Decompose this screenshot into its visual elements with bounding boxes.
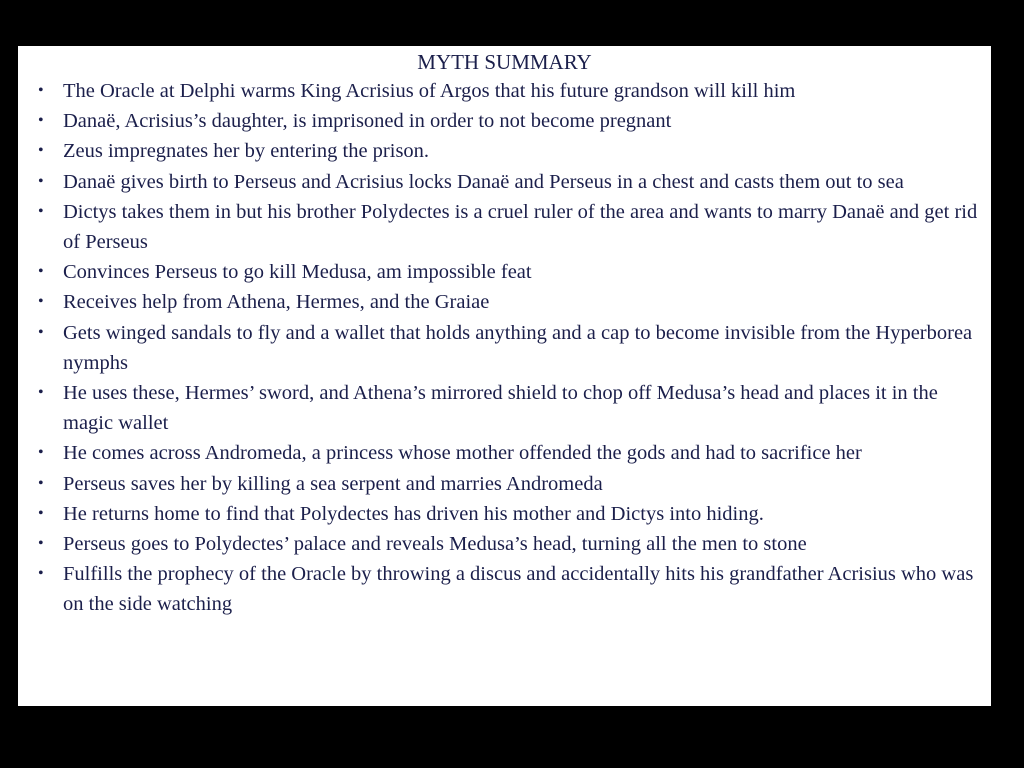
- bullet-text: Fulfills the prophecy of the Oracle by throwing a discus and accidentally hits his grandfather Acrisius who was on the side watching: [63, 563, 974, 616]
- bullet-icon: •: [38, 565, 44, 583]
- bullet-text: Perseus saves her by killing a sea serpent and marries Andromeda: [63, 472, 603, 495]
- bullet-item: [18, 197, 991, 257]
- bullet-item: [18, 76, 991, 106]
- bullet-text: Danaë gives birth to Perseus and Acrisius locks Danaë and Perseus in a chest and casts them out to sea: [63, 170, 904, 193]
- bullet-item: [18, 559, 991, 619]
- bullet-icon: •: [38, 384, 44, 402]
- slide: [18, 46, 991, 706]
- bullet-text: Perseus goes to Polydectes’ palace and reveals Medusa’s head, turning all the men to stone: [63, 533, 807, 556]
- bullet-icon: •: [38, 323, 44, 341]
- bullet-text: Convinces Perseus to go kill Medusa, am impossible feat: [63, 261, 532, 284]
- bullet-icon: •: [38, 504, 44, 522]
- bullet-item: [18, 529, 991, 559]
- bullet-icon: •: [38, 293, 44, 311]
- bullet-text: The Oracle at Delphi warms King Acrisius of Argos that his future grandson will kill him: [63, 80, 796, 102]
- bullet-text: He uses these, Hermes’ sword, and Athena’s mirrored shield to chop off Medusa’s head and places it in the magic wallet: [63, 382, 938, 435]
- bullet-item: [18, 378, 991, 438]
- bullet-item: [18, 257, 991, 287]
- bullet-icon: •: [38, 112, 44, 130]
- bullet-text: Dictys takes them in but his brother Polydectes is a cruel ruler of the area and wants to marry Danaë and get rid of Perseus: [63, 200, 978, 254]
- bullet-icon: •: [38, 82, 44, 99]
- bullet-item: [18, 106, 991, 136]
- bullet-item: [18, 499, 991, 529]
- bullet-item: [18, 136, 991, 166]
- bullet-icon: •: [38, 172, 44, 190]
- bullet-item: [18, 287, 991, 317]
- bullet-icon: •: [38, 263, 44, 281]
- bullet-text: Danaë, Acrisius’s daughter, is imprisoned in order to not become pregnant: [63, 110, 672, 133]
- bullet-icon: •: [38, 474, 44, 492]
- bullet-icon: •: [38, 444, 44, 462]
- bullet-icon: •: [38, 535, 44, 553]
- bullet-item: [18, 469, 991, 499]
- bullet-text: He comes across Andromeda, a princess whose mother offended the gods and had to sacrifice her: [63, 442, 862, 465]
- bullet-item: [18, 438, 991, 468]
- bullet-icon: •: [38, 142, 44, 160]
- bullet-icon: •: [38, 202, 44, 220]
- bullet-text: Zeus impregnates her by entering the prison.: [63, 140, 430, 163]
- bullet-text: Gets winged sandals to fly and a wallet that holds anything and a cap to become invisible from the Hyperborea nymphs: [63, 321, 973, 374]
- bullet-text: Receives help from Athena, Hermes, and the Graiae: [63, 291, 490, 314]
- bullet-text: He returns home to find that Polydectes has driven his mother and Dictys into hiding.: [63, 502, 764, 525]
- bullet-item: [18, 318, 991, 378]
- bullet-list: [18, 76, 991, 620]
- slide-title: MYTH SUMMARY: [417, 50, 592, 74]
- bullet-item: [18, 167, 991, 197]
